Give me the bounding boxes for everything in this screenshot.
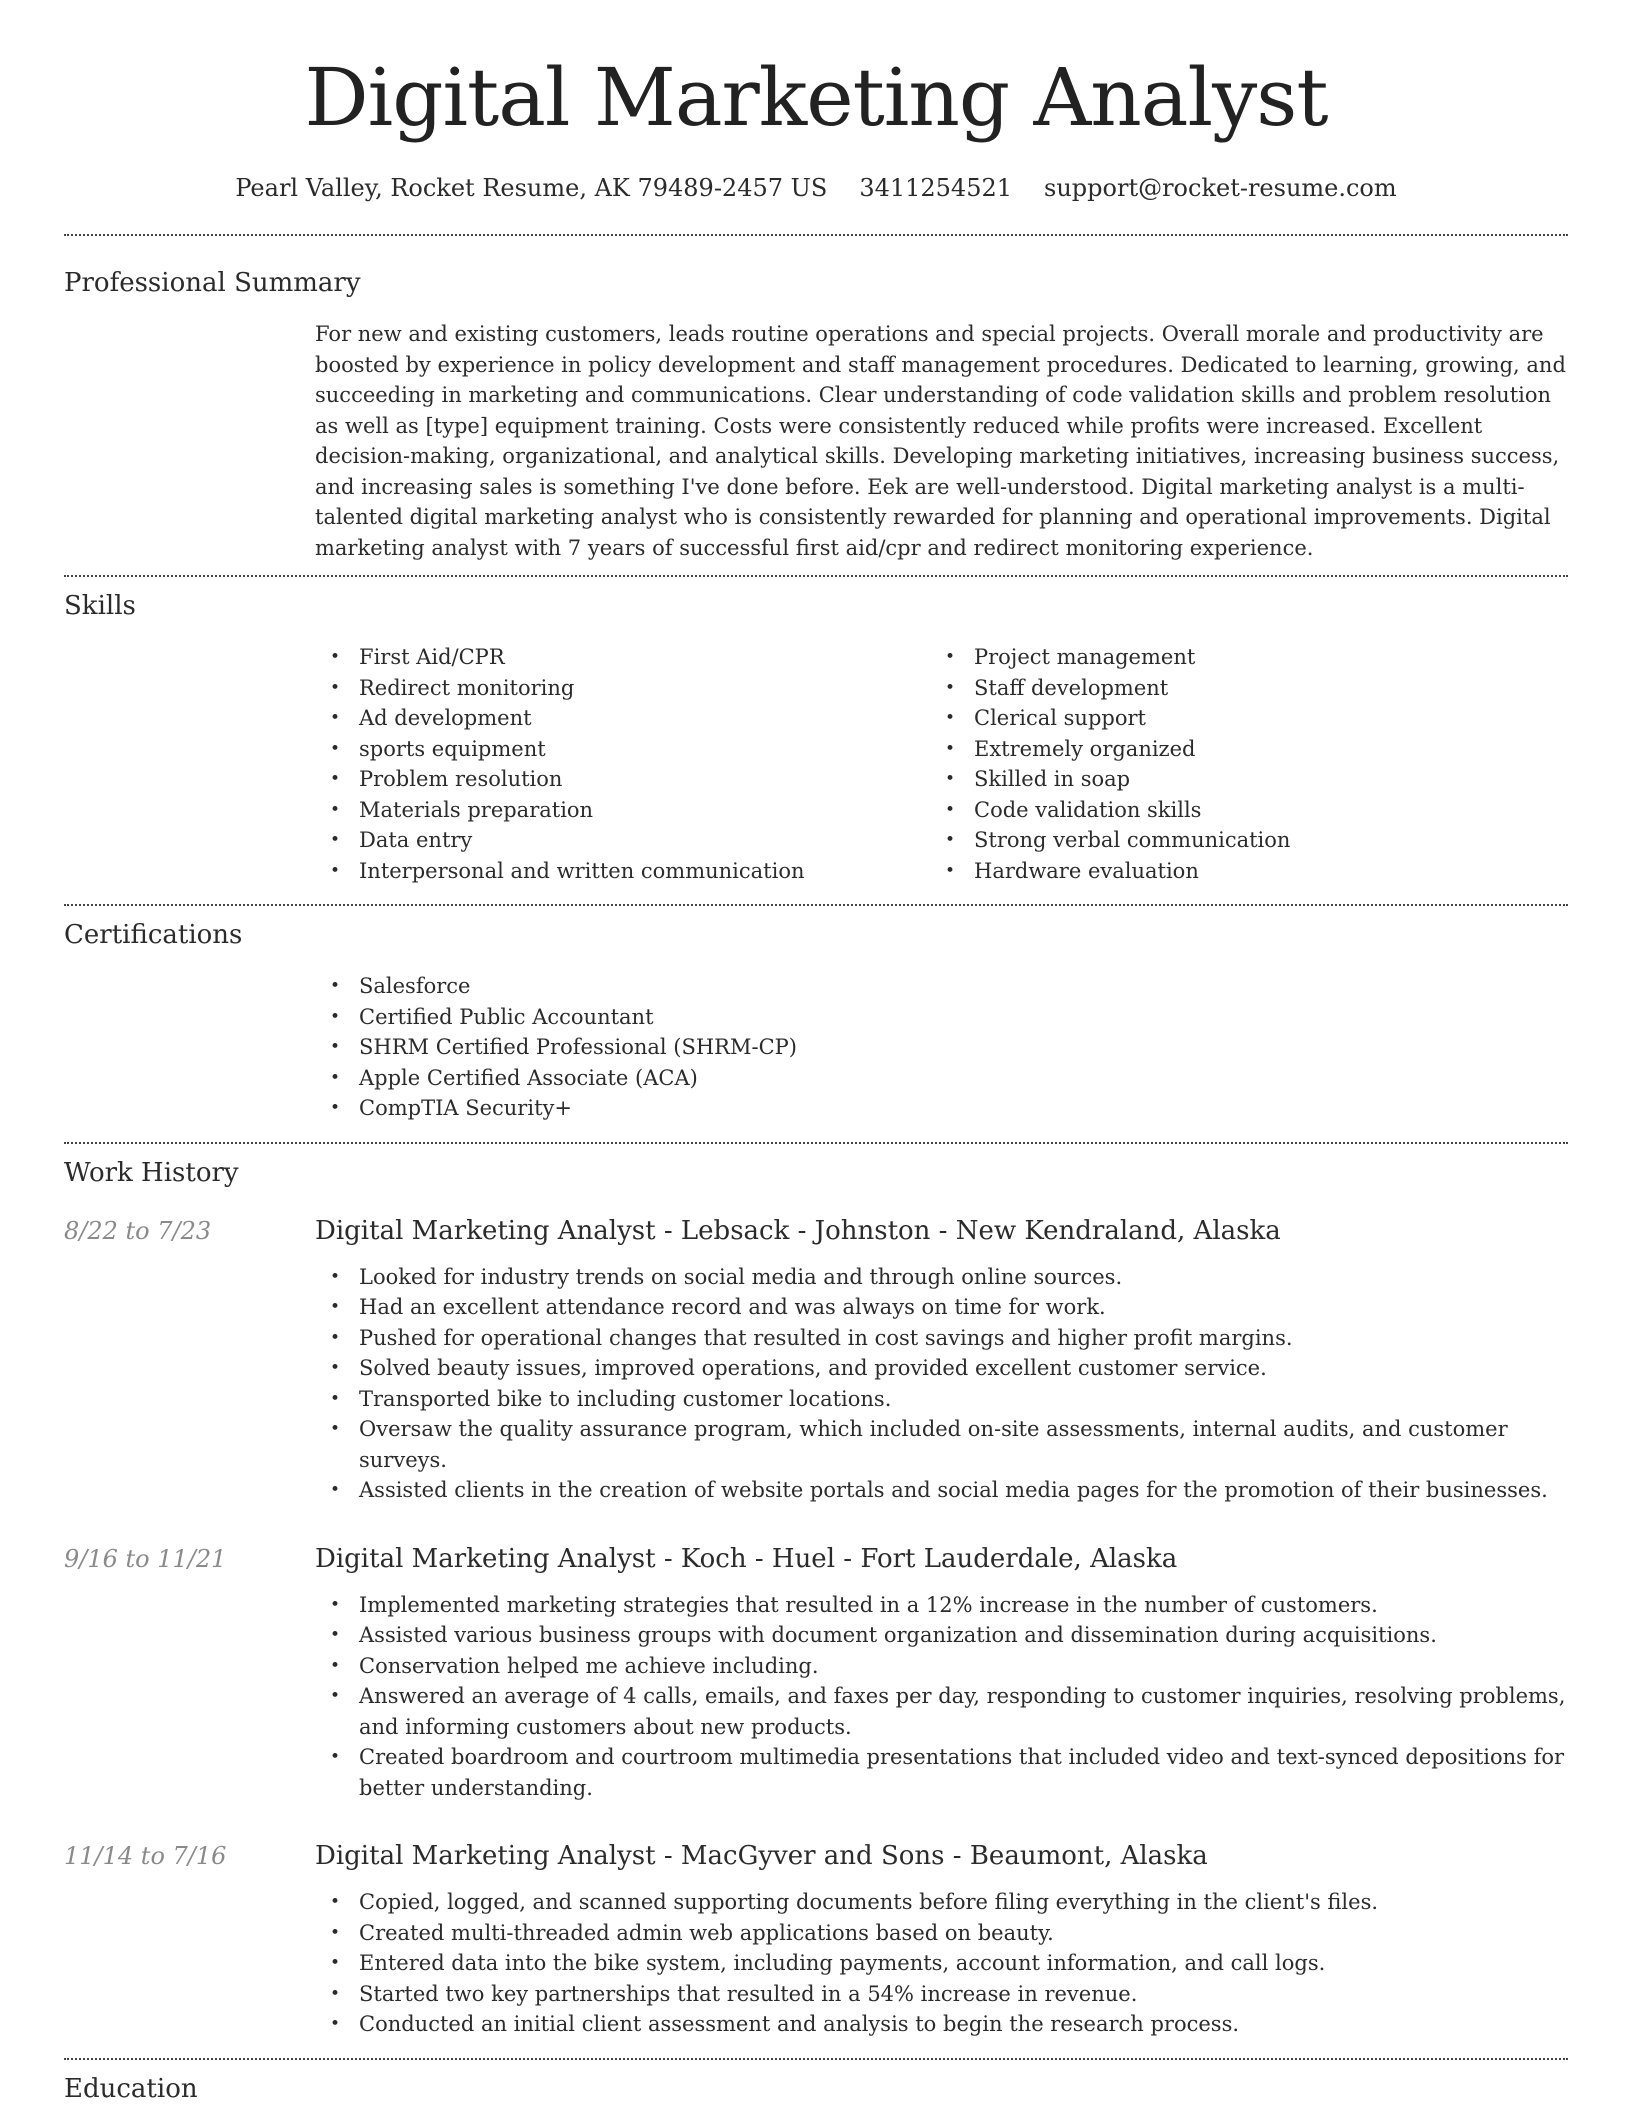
resume-name: Digital Marketing Analyst: [304, 51, 1328, 144]
job-dates: 11/14 to 7/16: [64, 1842, 227, 1870]
job-bullets: [315, 1262, 1568, 1506]
list-item: • Assisted clients in the creation of website portals and social media pages for the promotion of their businesses.: [315, 1475, 1568, 1506]
section-divider: [64, 2058, 1568, 2060]
list-item: • SHRM Certified Professional (SHRM-CP): [315, 1032, 1568, 1063]
list-item: • Transported bike to including customer locations.: [315, 1384, 1568, 1415]
list-item: • Had an excellent attendance record and was always on time for work.: [315, 1292, 1568, 1323]
section-heading-skills: Skills: [64, 591, 136, 621]
list-item: • Problem resolution: [315, 764, 930, 795]
list-item: • Started two key partnerships that resulted in a 54% increase in revenue.: [315, 1979, 1568, 2010]
section-heading-certifications: Certifications: [64, 920, 243, 950]
job-bullets: [315, 1590, 1568, 1804]
job-title: Digital Marketing Analyst - Lebsack - Johnston - New Kendraland, Alaska: [315, 1215, 1281, 1246]
list-item: • Redirect monitoring: [315, 673, 930, 704]
list-item: • Conservation helped me achieve including.: [315, 1651, 1568, 1682]
job-entry: [64, 1841, 1568, 2040]
job-bullets: [315, 1887, 1568, 2040]
summary-text: For new and existing customers, leads routine operations and special projects. Overall morale and productivity are boosted by experience in policy development and staff management procedures. Dedicated to learning, growing, and succeeding in marketing and communications. Clear understanding of code validation skills and problem resolution as well as [type] equipment training. Costs were consistently reduced while profits were increased. Excellent decision-making, organizational, and analytical skills. Developing marketing initiatives, increasing business success, and increasing sales is something I've done before. Eek are well-understood. Digital marketing analyst is a multi-talented digital marketing analyst who is consistently rewarded for planning and operational improvements. Digital marketing analyst with 7 years of successful first aid/cpr and redirect monitoring experience.: [315, 322, 1566, 560]
list-item: • Assisted various business groups with document organization and dissemination during acquisitions.: [315, 1620, 1568, 1651]
certifications-section: [64, 922, 1568, 1124]
list-item: • Certified Public Accountant: [315, 1002, 1568, 1033]
contact-phone: 3411254521: [859, 174, 1013, 202]
list-item: • Ad development: [315, 703, 930, 734]
job-dates: 9/16 to 11/21: [64, 1544, 227, 1573]
skills-list-left: [315, 642, 930, 886]
list-item: • Staff development: [930, 673, 1545, 704]
list-item: • Strong verbal communication: [930, 825, 1545, 856]
contact-address: Pearl Valley, Rocket Resume, AK 79489-2457 US: [235, 174, 828, 202]
section-heading-summary: Professional Summary: [64, 268, 361, 298]
list-item: • Looked for industry trends on social media and through online sources.: [315, 1262, 1568, 1293]
list-item: • Hardware evaluation: [930, 856, 1545, 887]
list-item: • Data entry: [315, 825, 930, 856]
job-title: Digital Marketing Analyst - Koch - Huel - Fort Lauderdale, Alaska: [315, 1543, 1178, 1574]
list-item: • Salesforce: [315, 971, 1568, 1002]
list-item: • Code validation skills: [930, 795, 1545, 826]
list-item: • Skilled in soap: [930, 764, 1545, 795]
list-item: • Implemented marketing strategies that resulted in a 12% increase in the number of customers.: [315, 1590, 1568, 1621]
summary-section: [64, 270, 1568, 563]
list-item: • Project management: [930, 642, 1545, 673]
skills-section: [64, 593, 1568, 886]
resume-page: [64, 0, 1568, 2102]
skills-list-right: [930, 642, 1545, 886]
section-divider: [64, 234, 1568, 236]
section-divider: [64, 1142, 1568, 1144]
job-title: Digital Marketing Analyst - MacGyver and Sons - Beaumont, Alaska: [315, 1841, 1208, 1871]
section-heading-education: Education: [64, 2073, 198, 2104]
section-divider: [64, 575, 1568, 577]
list-item: • Solved beauty issues, improved operations, and provided excellent customer service.: [315, 1353, 1568, 1384]
list-item: • Apple Certified Associate (ACA): [315, 1063, 1568, 1094]
list-item: • Entered data into the bike system, including payments, account information, and call logs.: [315, 1948, 1568, 1979]
list-item: • Created boardroom and courtroom multimedia presentations that included video and text-synced depositions for better understanding.: [315, 1742, 1568, 1803]
education-section: [64, 2073, 1568, 2104]
list-item: • Pushed for operational changes that resulted in cost savings and higher profit margins.: [315, 1323, 1568, 1354]
list-item: • Oversaw the quality assurance program, which included on-site assessments, internal audits, and customer surveys.: [315, 1414, 1568, 1475]
list-item: • Answered an average of 4 calls, emails, and faxes per day, responding to customer inquiries, resolving problems, and informing customers about new products.: [315, 1681, 1568, 1742]
job-entry: [64, 1216, 1568, 1506]
list-item: • CompTIA Security+: [315, 1093, 1568, 1124]
list-item: • Conducted an initial client assessment and analysis to begin the research process.: [315, 2009, 1568, 2040]
list-item: • Extremely organized: [930, 734, 1545, 765]
list-item: • Clerical support: [930, 703, 1545, 734]
section-divider: [64, 904, 1568, 906]
section-heading-work-history: Work History: [64, 1157, 239, 1188]
contact-line: [64, 174, 1568, 202]
job-entry: [64, 1544, 1568, 1804]
job-dates: 8/22 to 7/23: [64, 1216, 212, 1245]
list-item: • Materials preparation: [315, 795, 930, 826]
contact-email: support@rocket-resume.com: [1044, 174, 1397, 202]
list-item: • Copied, logged, and scanned supporting documents before filing everything in the client's files.: [315, 1887, 1568, 1918]
list-item: • Created multi-threaded admin web applications based on beauty.: [315, 1918, 1568, 1949]
certifications-list: [315, 971, 1568, 1124]
skills-grid: [315, 642, 1568, 886]
work-history-section: [64, 1157, 1568, 2040]
list-item: • First Aid/CPR: [315, 642, 930, 673]
list-item: • sports equipment: [315, 734, 930, 765]
list-item: • Interpersonal and written communication: [315, 856, 930, 887]
